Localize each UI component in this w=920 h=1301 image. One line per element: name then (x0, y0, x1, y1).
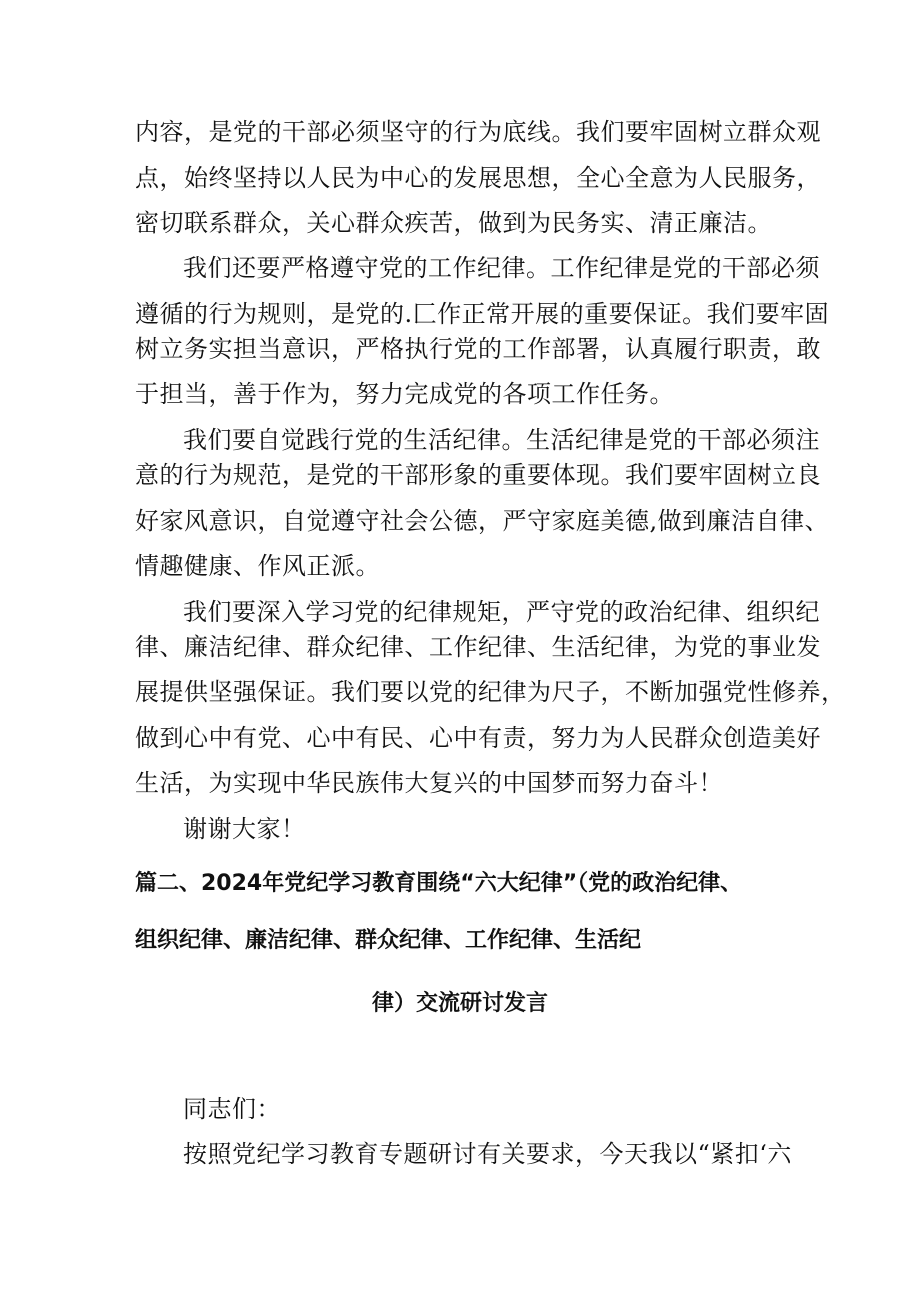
paragraph-line: 内容，是党的干部必须坚守的行为底线。我们要牢固树立群众观 (135, 118, 821, 146)
paragraph-line: 意的行为规范，是党的干部形象的重要体现。我们要牢固树立良 (135, 461, 821, 489)
paragraph-line: 情趣健康、作风正派。 (135, 552, 380, 580)
paragraph-line: 密切联系群众，关心群众疾苦，做到为民务实、清正廉洁。 (135, 209, 772, 237)
paragraph-line: 树立务实担当意识，严格执行党的工作部署，认真履行职责，敢 (135, 335, 821, 363)
paragraph-line: 我们要自觉践行党的生活纪律。生活纪律是党的干部必须注 (183, 426, 820, 454)
paragraph-line: 律、廉洁纪律、群众纪律、工作纪律、生活纪律，为党的事业发 (135, 633, 821, 661)
section-heading-line: 律）交流研讨发言 (371, 991, 548, 1016)
salutation-line: 同志们： (183, 1095, 281, 1123)
paragraph-line: 按照党纪学习教育专题研讨有关要求，今天我以“紧扣‘六 (183, 1140, 792, 1168)
paragraph-line: 于担当，善于作为，努力完成党的各项工作任务。 (135, 380, 674, 408)
paragraph-line: 我们还要严格遵守党的工作纪律。工作纪律是党的干部必须 (183, 254, 820, 282)
section-heading-line: 组织纪律、廉洁纪律、群众纪律、工作纪律、生活纪 (135, 928, 642, 953)
section-heading-line: 篇二、2024年党纪学习教育围绕“六大纪律”（党的政治纪律、 (135, 871, 743, 896)
paragraph-line: 我们要深入学习党的纪律规矩，严守党的政治纪律、组织纪 (183, 598, 820, 626)
paragraph-line: 遵循的行为规则，是党的.匚作正常开展的重要保证。我们要牢固 (135, 300, 830, 328)
paragraph-line: 点，始终坚持以人民为中心的发展思想，全心全意为人民服务， (135, 164, 821, 192)
paragraph-line: 做到心中有党、心中有民、心中有责，努力为人民群众创造美好 (135, 724, 821, 752)
closing-line: 谢谢大家！ (183, 815, 306, 843)
paragraph-line: 生活，为实现中华民族伟大复兴的中国梦而努力奋斗！ (135, 769, 723, 797)
paragraph-line: 展提供坚强保证。我们要以党的纪律为尺子，不断加强党性修养， (135, 678, 846, 706)
paragraph-line: 好家风意识，自觉遵守社会公德，严守家庭美德,做到廉洁自律、 (135, 507, 830, 535)
